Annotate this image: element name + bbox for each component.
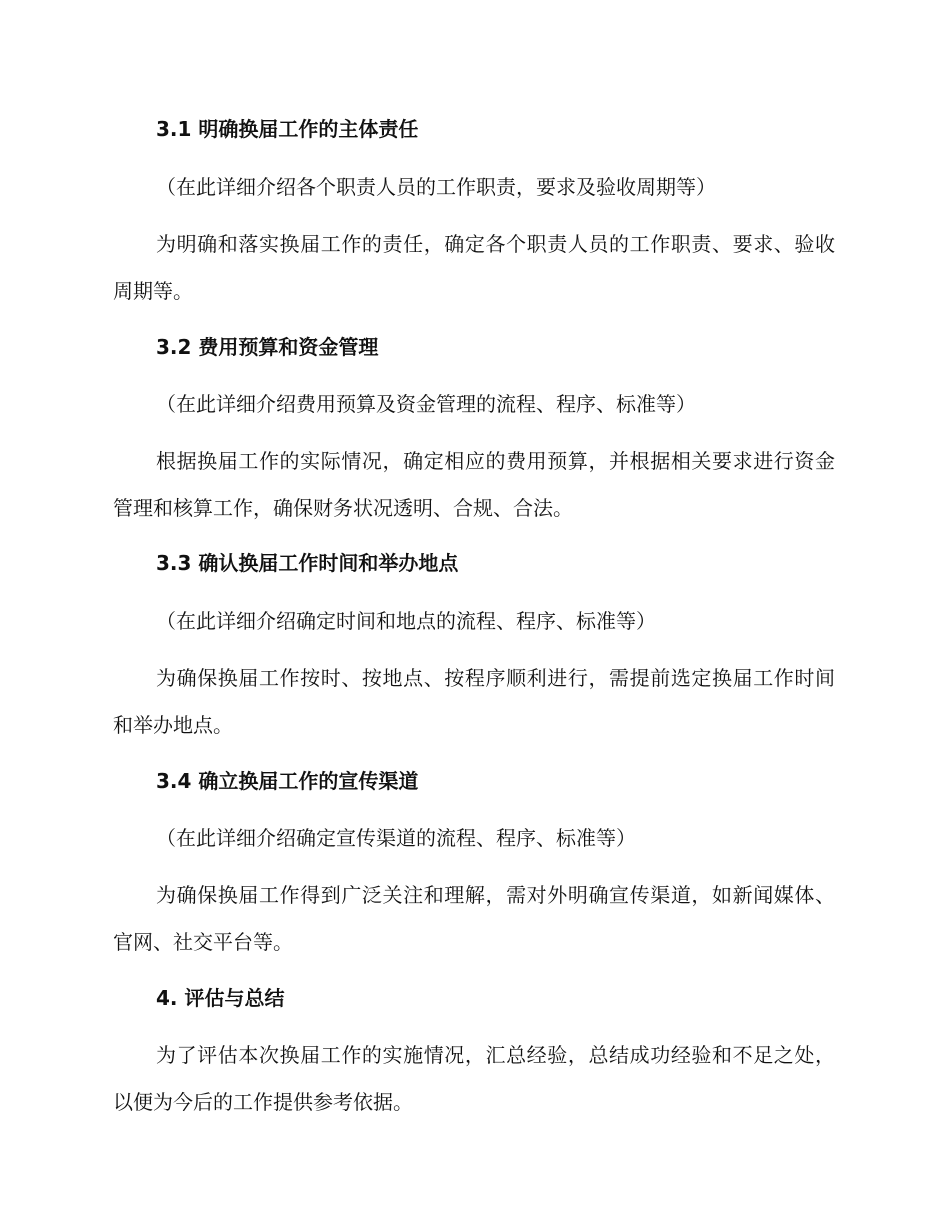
section-heading-3-3: 3.3 确认换届工作时间和举办地点 xyxy=(156,551,459,575)
section-heading-3-4: 3.4 确立换届工作的宣传渠道 xyxy=(156,769,419,793)
section-note-3-1: （在此详细介绍各个职责人员的工作职责，要求及验收周期等） xyxy=(156,175,716,199)
section-heading-3-1: 3.1 明确换届工作的主体责任 xyxy=(156,117,419,141)
section-heading-4: 4. 评估与总结 xyxy=(156,986,285,1010)
section-note-3-3: （在此详细介绍确定时间和地点的流程、程序、标准等） xyxy=(156,609,656,633)
section-body-4: 为了评估本次换届工作的实施情况，汇总经验，总结成功经验和不足之处，以便为今后的工作提供参考依据。 xyxy=(113,1043,835,1114)
section-body-3-3: 为确保换届工作按时、按地点、按程序顺利进行，需提前选定换届工作时间和举办地点。 xyxy=(113,666,835,737)
section-heading-3-2: 3.2 费用预算和资金管理 xyxy=(156,335,379,359)
section-note-3-4: （在此详细介绍确定宣传渠道的流程、程序、标准等） xyxy=(156,826,636,850)
section-body-3-2: 根据换届工作的实际情况，确定相应的费用预算，并根据相关要求进行资金管理和核算工作，确保财务状况透明、合规、合法。 xyxy=(113,449,835,520)
section-body-3-4: 为确保换届工作得到广泛关注和理解，需对外明确宣传渠道，如新闻媒体、官网、社交平台等。 xyxy=(113,883,835,954)
section-body-3-1: 为明确和落实换届工作的责任，确定各个职责人员的工作职责、要求、验收周期等。 xyxy=(113,232,835,303)
section-note-3-2: （在此详细介绍费用预算及资金管理的流程、程序、标准等） xyxy=(156,392,696,416)
